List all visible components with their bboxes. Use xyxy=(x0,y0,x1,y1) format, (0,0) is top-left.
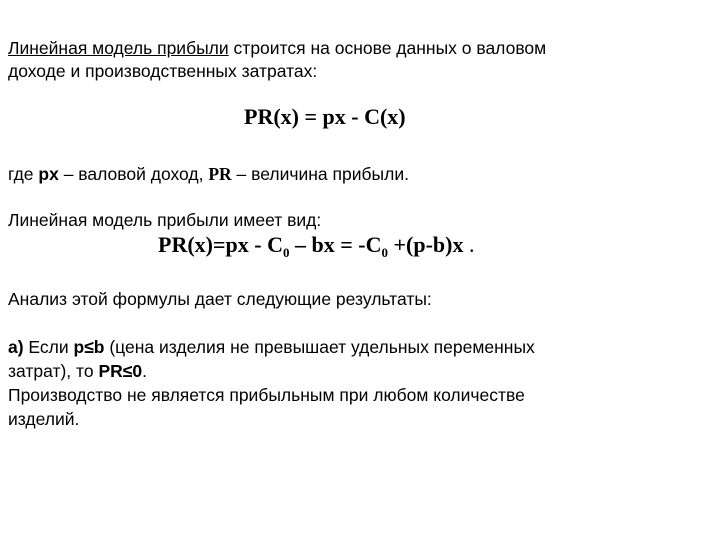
case-a-label: a) xyxy=(8,337,24,357)
definition-pr: PR xyxy=(208,164,232,184)
case-a-line2-pre: затрат), то xyxy=(8,361,99,381)
analysis-intro: Анализ этой формулы дает следующие результаты: xyxy=(8,289,432,309)
formula2-part2: – bx = -C xyxy=(289,232,382,257)
formula2-part3: +(p-b)x xyxy=(387,232,464,257)
model-form-intro: Линейная модель прибыли имеет вид: xyxy=(8,210,322,230)
formula2-sub2: 0 xyxy=(381,245,388,260)
definition-mid: – валовой доход, xyxy=(58,164,209,184)
intro-text: строится на основе данных о валовом xyxy=(228,38,547,58)
definition-pre: где xyxy=(8,164,39,184)
formula2-sub1: 0 xyxy=(282,245,290,260)
intro-paragraph-line-2: доходе и производственных затратах: xyxy=(8,61,318,81)
case-a-result: PR≤0 xyxy=(98,361,143,381)
case-a-line-4: изделий. xyxy=(8,409,80,429)
case-a-text1: Если xyxy=(23,337,74,357)
case-a-text2: (цена изделия не превышает удельных переменных xyxy=(104,337,535,357)
case-a-line-3: Производство не является прибыльным при любом количестве xyxy=(8,385,525,405)
formula-profit: PR(x) = px - C(x) xyxy=(244,104,406,129)
case-a-condition: p≤b xyxy=(73,337,105,357)
formula2-part1: PR(x)=px - C xyxy=(158,232,283,257)
case-a-line-1 xyxy=(8,335,698,359)
case-a-line-2 xyxy=(8,359,698,383)
intro-paragraph-line-1 xyxy=(8,36,698,60)
formula2-tail: . xyxy=(463,232,475,257)
formula-linear-model xyxy=(158,232,474,258)
definition-paragraph xyxy=(8,162,698,186)
term-linear-profit-model: Линейная модель прибыли xyxy=(8,38,229,58)
definition-px: px xyxy=(38,164,59,184)
definition-post: – величина прибыли. xyxy=(231,164,409,184)
case-a-line2-post: . xyxy=(142,361,147,381)
